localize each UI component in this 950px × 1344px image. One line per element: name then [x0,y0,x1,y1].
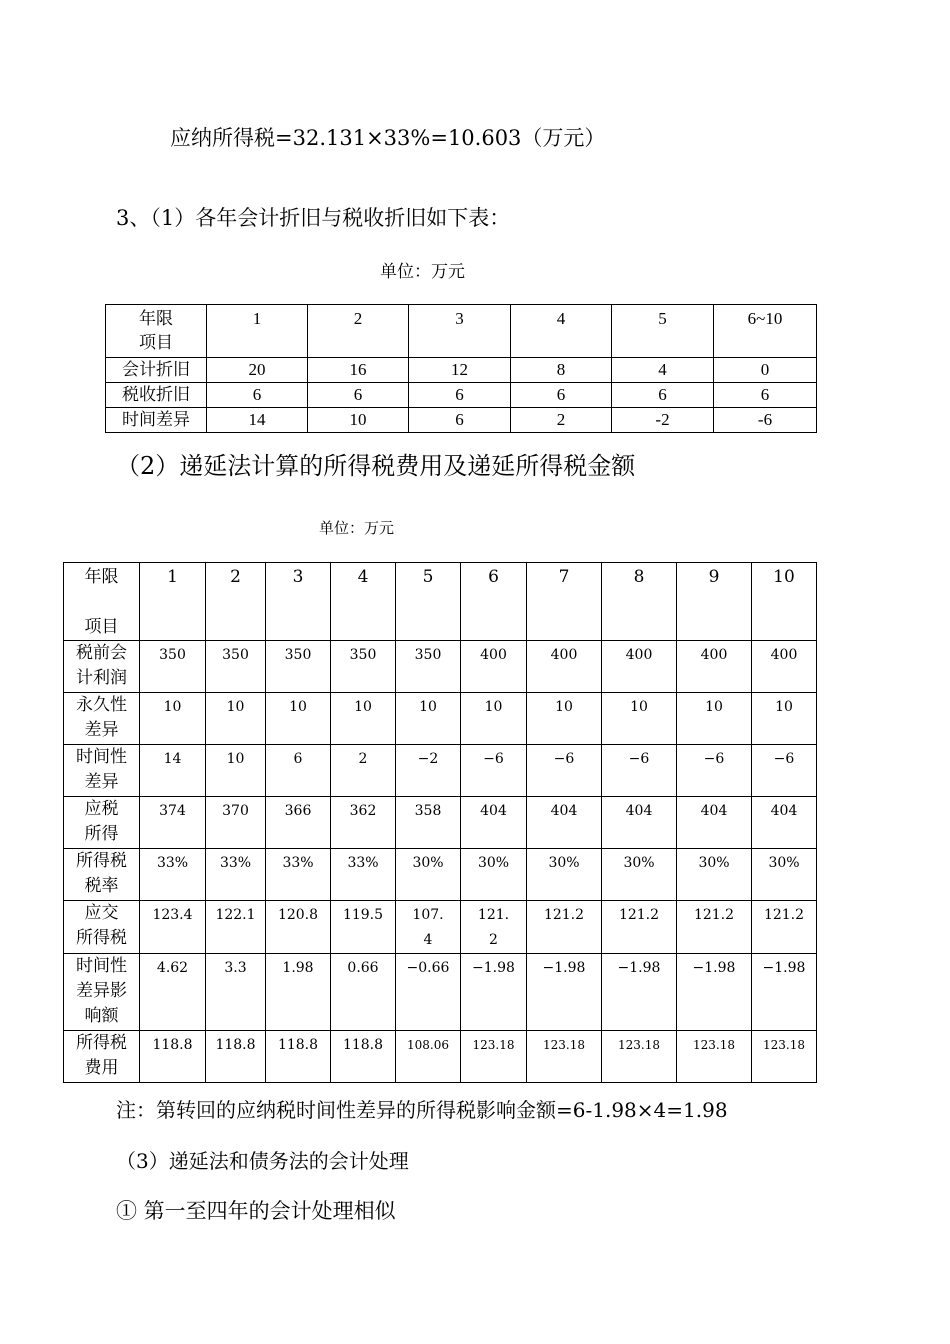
table-cell: 10 [206,745,266,797]
table-cell: -6 [714,408,817,433]
table2-header-year: 年限 [84,567,119,587]
table-row [106,358,817,383]
table-cell: −1.98 [602,954,677,1031]
table-cell: 6 [714,383,817,408]
table-cell: 8 [511,358,612,383]
table-row [64,693,817,745]
table-cell: 6 [266,745,331,797]
row-label-line: 所得税 [76,928,127,948]
row-label: 时间差异 [106,408,207,433]
row-label [64,849,140,901]
table-row [64,797,817,849]
row-label [64,693,140,745]
row-label [64,1031,140,1083]
table-cell: 10 [331,693,396,745]
table-cell: -2 [612,408,714,433]
table-cell: 374 [140,797,206,849]
table-cell: −1.98 [461,954,527,1031]
table-cell: 123.18 [527,1031,602,1083]
table-cell: 4 [612,358,714,383]
table-row [106,408,817,433]
table-cell: 2 [511,408,612,433]
table-cell: 404 [602,797,677,849]
table-cell: 350 [140,641,206,693]
table-cell: 0 [714,358,817,383]
table1-header-year: 年限 [139,309,173,328]
table-cell: 10 [266,693,331,745]
step-1-line: ① 第一至四年的会计处理相似 [116,1199,396,1223]
table-cell: 107. 4 [396,901,461,954]
table-cell: 370 [206,797,266,849]
table-cell: 10 [206,693,266,745]
table-cell: 3.3 [206,954,266,1031]
table2-col-header: 2 [206,563,266,641]
table-cell: 14 [140,745,206,797]
table-cell: 362 [331,797,396,849]
row-label-line: 所得 [84,824,119,844]
row-label-line: 差异影 [76,981,127,1001]
table-cell: 12 [409,358,511,383]
table-cell: −6 [527,745,602,797]
table-cell: 14 [207,408,308,433]
row-label: 税收折旧 [106,383,207,408]
row-label-line: 响额 [84,1006,119,1026]
table1-col-header: 1 [207,305,308,358]
table-cell: −1.98 [677,954,752,1031]
table-cell: 6 [612,383,714,408]
table2-header-item: 项目 [84,617,119,637]
table-cell: 6 [511,383,612,408]
table-cell: 6 [409,383,511,408]
row-label [64,901,140,954]
table-cell: 118.8 [206,1031,266,1083]
table-cell: 4.62 [140,954,206,1031]
table-cell: 404 [461,797,527,849]
table-cell: 350 [331,641,396,693]
table-cell: 33% [331,849,396,901]
row-label [64,641,140,693]
table2-col-header: 4 [331,563,396,641]
table2-col-header: 3 [266,563,331,641]
table-cell: 400 [677,641,752,693]
table-cell: 33% [266,849,331,901]
section-3-sub-heading: （3）递延法和债务法的会计处理 [116,1149,409,1173]
table-cell: 120.8 [266,901,331,954]
table-cell: 10 [396,693,461,745]
table-cell: −1.98 [527,954,602,1031]
row-label-line: 税率 [84,876,119,896]
table-cell: 121.2 [602,901,677,954]
table1-col-header: 2 [308,305,409,358]
table-cell: 121.2 [677,901,752,954]
table-cell: 123.18 [752,1031,817,1083]
row-label [64,954,140,1031]
table1-col-header: 3 [409,305,511,358]
table-cell: 16 [308,358,409,383]
table-cell: 10 [677,693,752,745]
table-cell: 6 [409,408,511,433]
table-cell: 30% [396,849,461,901]
table-cell: 400 [602,641,677,693]
table-cell: 10 [752,693,817,745]
table-cell: 1.98 [266,954,331,1031]
table-cell: 350 [206,641,266,693]
section-2-heading: （2）递延法计算的所得税费用及递延所得税金额 [116,452,636,480]
table-cell: 121.2 [752,901,817,954]
note-line: 注：第转回的应纳税时间性差异的所得税影响金额=6-1.98×4=1.98 [116,1098,728,1122]
deferred-tax-table [63,562,817,1083]
table2-col-header: 8 [602,563,677,641]
table-cell: 118.8 [266,1031,331,1083]
table-cell: 366 [266,797,331,849]
table-cell: 404 [527,797,602,849]
table-cell: 30% [752,849,817,901]
table1-col-header: 6~10 [714,305,817,358]
table-row [106,383,817,408]
table-cell: 10 [140,693,206,745]
row-label-line: 应税 [84,799,119,819]
table-cell: 350 [396,641,461,693]
table-cell: −1.98 [752,954,817,1031]
table-cell: 118.8 [140,1031,206,1083]
table2-col-header: 10 [752,563,817,641]
table1-header-item: 项目 [139,333,173,352]
table-row [64,1031,817,1083]
table-cell: 400 [527,641,602,693]
table2-col-header: 1 [140,563,206,641]
table2-col-header: 5 [396,563,461,641]
table1-col-header: 5 [612,305,714,358]
table-cell: 10 [602,693,677,745]
table-cell: 121. 2 [461,901,527,954]
table-cell: 30% [602,849,677,901]
table2-corner-cell [64,563,140,641]
row-label: 会计折旧 [106,358,207,383]
table1-col-header: 4 [511,305,612,358]
depreciation-table [105,304,817,433]
table-row [64,954,817,1031]
table2-col-header: 7 [527,563,602,641]
table-row [64,849,817,901]
row-label-line: 差异 [84,772,119,792]
table-cell: 404 [752,797,817,849]
table-cell: 0.66 [331,954,396,1031]
table-cell: 10 [461,693,527,745]
table-cell: 121.2 [527,901,602,954]
row-label-line: 永久性 [76,695,127,715]
table-cell: 33% [140,849,206,901]
table2-unit: 单位：万元 [319,519,395,537]
table-cell: 123.18 [461,1031,527,1083]
table-cell: 20 [207,358,308,383]
table-cell: 30% [527,849,602,901]
row-label-line: 税前会 [76,643,127,663]
table-cell: 10 [308,408,409,433]
row-label-line: 费用 [84,1058,119,1078]
table-cell: 30% [677,849,752,901]
row-label [64,797,140,849]
table-cell: 358 [396,797,461,849]
table-row [64,901,817,954]
row-label-line: 时间性 [76,747,127,767]
table-row [64,641,817,693]
table-cell: 33% [206,849,266,901]
table-cell: −6 [602,745,677,797]
table1-unit: 单位：万元 [380,262,465,282]
row-label [64,745,140,797]
table-cell: −6 [677,745,752,797]
row-label-line: 所得税 [76,851,127,871]
table-cell: 108.06 [396,1031,461,1083]
table-cell: 10 [527,693,602,745]
table-cell: 404 [677,797,752,849]
table-cell: 6 [308,383,409,408]
table-cell: 30% [461,849,527,901]
table-cell: −6 [461,745,527,797]
table-cell: 119.5 [331,901,396,954]
table-cell: 123.18 [602,1031,677,1083]
row-label-line: 差异 [84,720,119,740]
table-cell: 123.4 [140,901,206,954]
row-label-line: 应交 [84,903,119,923]
table-cell: 2 [331,745,396,797]
table-cell: −2 [396,745,461,797]
table-cell: 122.1 [206,901,266,954]
table-cell: 350 [266,641,331,693]
table-row [64,745,817,797]
row-label-line: 所得税 [76,1033,127,1053]
row-label-line: 时间性 [76,956,127,976]
table-cell: 6 [207,383,308,408]
section-3-heading: 3、（1）各年会计折旧与税收折旧如下表： [116,206,511,230]
table-cell: −6 [752,745,817,797]
table-cell: 400 [461,641,527,693]
table2-col-header: 6 [461,563,527,641]
tax-payable-line: 应纳所得税=32.131×33%=10.603（万元） [170,126,606,150]
table2-col-header: 9 [677,563,752,641]
table-cell: 118.8 [331,1031,396,1083]
row-label-line: 计利润 [76,668,127,688]
table1-corner-cell [106,305,207,358]
table-cell: 123.18 [677,1031,752,1083]
table-cell: 400 [752,641,817,693]
table-cell: −0.66 [396,954,461,1031]
